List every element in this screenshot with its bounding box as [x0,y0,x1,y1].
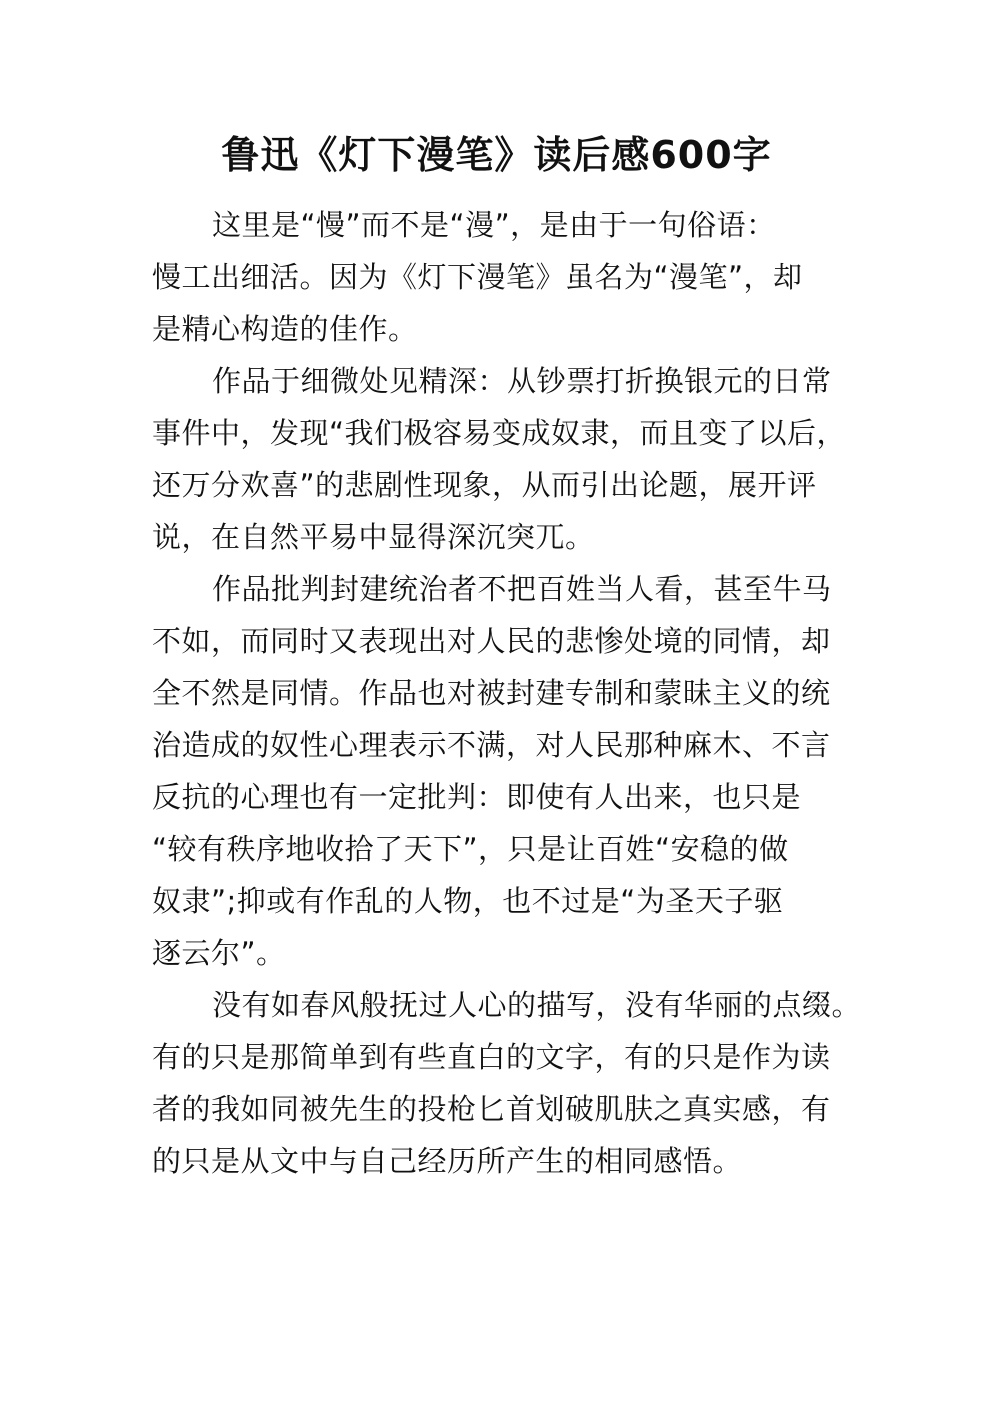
paragraph-line: 慢工出细活。因为《灯下漫笔》虽名为“漫笔”，却 [152,260,803,294]
paragraph-line: “较有秩序地收拾了天下”，只是让百姓“安稳的做 [152,832,789,866]
paragraph-line: 奴隶”;抑或有作乱的人物，也不过是“为圣天子驱 [152,884,784,918]
paragraph-line: 事件中，发现“我们极容易变成奴隶，而且变了以后， [152,416,847,450]
paragraph [152,563,872,979]
paragraph [152,979,872,1187]
paragraph-line: 反抗的心理也有一定批判：即使有人出来，也只是 [152,780,802,814]
paragraph-line: 作品批判封建统治者不把百姓当人看，甚至牛马 [212,572,832,606]
paragraph-line: 不如，而同时又表现出对人民的悲惨处境的同情，却 [152,624,831,658]
document-title: 鲁迅《灯下漫笔》读后感600字 [221,133,772,177]
document-body [152,199,872,1187]
paragraph-line: 有的只是那简单到有些直白的文字，有的只是作为读 [152,1040,831,1074]
paragraph-line: 是精心构造的佳作。 [152,312,418,346]
paragraph-line: 说，在自然平易中显得深沉突兀。 [152,520,595,554]
paragraph-line: 逐云尔”。 [152,936,286,970]
paragraph-line: 这里是“慢”而不是“漫”，是由于一句俗语： [212,208,776,242]
paragraph [152,199,872,355]
paragraph-line: 全不然是同情。作品也对被封建专制和蒙昧主义的统 [152,676,831,710]
paragraph [152,355,872,563]
paragraph-line: 还万分欢喜”的悲剧性现象，从而引出论题，展开评 [152,468,817,502]
paragraph-line: 者的我如同被先生的投枪匕首划破肌肤之真实感，有 [152,1092,831,1126]
paragraph-line: 治造成的奴性心理表示不满，对人民那种麻木、不言 [152,728,831,762]
paragraph-line: 的只是从文中与自己经历所产生的相同感悟。 [152,1144,743,1178]
paragraph-line: 没有如春风般抚过人心的描写，没有华丽的点缀。 [212,988,862,1022]
paragraph-line: 作品于细微处见精深：从钞票打折换银元的日常 [212,364,832,398]
